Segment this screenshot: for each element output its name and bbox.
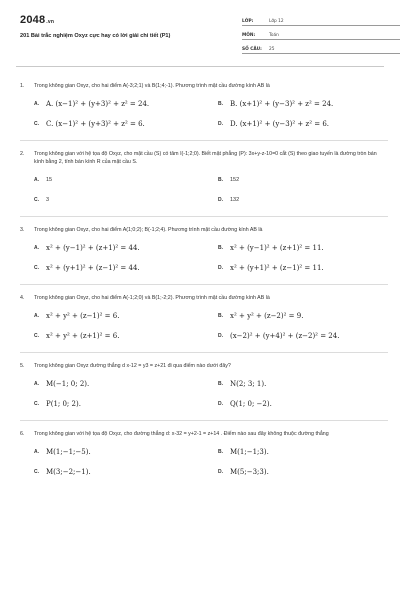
option-text: 15	[46, 177, 53, 183]
option-c[interactable]	[34, 258, 218, 278]
question-divider	[20, 216, 388, 217]
question-stem	[20, 226, 388, 234]
meta-label: LỚP:	[242, 19, 254, 24]
meta-label: SỐ CÂU:	[242, 47, 262, 52]
option-text: M(3;−2;−1).	[46, 468, 91, 476]
option-b[interactable]	[218, 306, 400, 326]
option-b[interactable]	[218, 170, 400, 190]
meta-row-count	[242, 42, 400, 54]
meta-value: 25	[269, 47, 275, 52]
option-letter: D.	[218, 265, 223, 271]
option-letter: B.	[218, 101, 223, 107]
meta-value: Lớp 12	[269, 19, 284, 24]
meta-row-subject	[242, 28, 400, 40]
site-logo[interactable]	[20, 14, 54, 26]
logo-suffix: .vn	[46, 19, 55, 25]
option-text: x² + y² + (z−1)² = 6.	[46, 312, 120, 320]
option-a[interactable]	[34, 374, 218, 394]
meta-label: MÔN:	[242, 33, 256, 38]
logo-text: 2048	[20, 14, 46, 26]
option-text: M(1;−1;3).	[230, 448, 269, 456]
option-letter: A.	[34, 245, 39, 251]
option-text: D. (x+1)² + (y−3)² + z² = 6.	[230, 120, 330, 128]
question-number: 3.	[20, 227, 25, 233]
option-letter: A.	[34, 449, 39, 455]
option-letter: D.	[218, 197, 223, 203]
option-d[interactable]	[218, 462, 400, 482]
answer-options	[34, 374, 388, 414]
question-divider	[20, 352, 388, 353]
option-text: x² + (y−1)² + (z+1)² = 44.	[46, 244, 140, 252]
answer-options	[34, 306, 388, 346]
meta-row-class	[242, 14, 400, 26]
option-text: B. (x+1)² + (y−3)² + z² = 24.	[230, 100, 334, 108]
option-letter: A.	[34, 381, 39, 387]
question-divider	[20, 284, 388, 285]
option-d[interactable]	[218, 190, 400, 210]
question-1	[20, 82, 388, 141]
question-stem	[20, 362, 388, 370]
question-number: 2.	[20, 151, 25, 157]
option-text: Q(1; 0; −2).	[230, 400, 272, 408]
option-text: 132	[230, 197, 240, 203]
option-text: P(1; 0; 2).	[46, 400, 81, 408]
option-a[interactable]	[34, 238, 218, 258]
option-letter: A.	[34, 101, 39, 107]
question-text: Trong không gian với hệ tọa độ Oxyz, cho đường thẳng d: x-32 = y+2-1 = z+14 . Điểm nào sau đây không thuộc đường thẳng	[34, 431, 329, 437]
question-4	[20, 294, 388, 353]
option-c[interactable]	[34, 394, 218, 414]
option-a[interactable]	[34, 442, 218, 462]
question-number: 4.	[20, 295, 25, 301]
option-text: x² + y² + (z+1)² = 6.	[46, 332, 120, 340]
question-stem	[20, 430, 388, 438]
option-a[interactable]	[34, 306, 218, 326]
option-letter: C.	[34, 265, 39, 271]
question-text: Trong không gian Oxyz, cho hai điểm A(-3;2;1) và B(1;4;-1). Phương trình mặt cầu đường kính AB là	[34, 83, 270, 89]
question-5	[20, 362, 388, 421]
option-letter: C.	[34, 333, 39, 339]
option-letter: B.	[218, 381, 223, 387]
option-text: N(2; 3; 1).	[230, 380, 267, 388]
option-d[interactable]	[218, 394, 400, 414]
question-number: 5.	[20, 363, 25, 369]
option-a[interactable]	[34, 94, 218, 114]
question-number: 6.	[20, 431, 25, 437]
option-text: A. (x−1)² + (y+3)² + z² = 24.	[46, 100, 150, 108]
option-text: (x−2)² + (y+4)² + (z−2)² = 24.	[230, 332, 340, 340]
document-header	[16, 0, 384, 64]
option-text: x² + (y−1)² + (z+1)² = 11.	[230, 244, 324, 252]
question-stem	[20, 150, 388, 166]
option-text: x² + (y+1)² + (z−1)² = 11.	[230, 264, 324, 272]
option-letter: C.	[34, 197, 39, 203]
answer-options	[34, 170, 388, 210]
option-text: 3	[46, 197, 50, 203]
option-letter: B.	[218, 177, 223, 183]
option-letter: D.	[218, 333, 223, 339]
question-divider	[20, 420, 388, 421]
option-letter: D.	[218, 469, 223, 475]
option-c[interactable]	[34, 114, 218, 134]
question-2	[20, 150, 388, 217]
document-meta	[242, 14, 400, 56]
answer-options	[34, 238, 388, 278]
option-c[interactable]	[34, 326, 218, 346]
question-3	[20, 226, 388, 285]
question-divider	[20, 140, 388, 141]
option-letter: A.	[34, 177, 39, 183]
option-letter: B.	[218, 313, 223, 319]
option-a[interactable]	[34, 170, 218, 190]
question-text: Trong không gian với hệ tọa độ Oxyz, cho mặt cầu (S) có tâm I(-1;2;0). Biết mặt phẳng (P): 3x+y-z-10=0 cắt (S) theo giao tuyến là đường tròn bán kính bằng 2, tính bán kính R của mặt cầu S.	[34, 151, 377, 165]
option-letter: C.	[34, 469, 39, 475]
option-letter: C.	[34, 401, 39, 407]
header-divider	[16, 66, 384, 67]
option-letter: B.	[218, 449, 223, 455]
option-text: M(5;−3;3).	[230, 468, 269, 476]
question-number: 1.	[20, 83, 25, 89]
option-text: C. (x−1)² + (y+3)² + z² = 6.	[46, 120, 145, 128]
meta-value: Toán	[269, 33, 279, 38]
option-b[interactable]	[218, 374, 400, 394]
option-text: x² + y² + (z−2)² = 9.	[230, 312, 304, 320]
option-c[interactable]	[34, 190, 218, 210]
option-letter: D.	[218, 401, 223, 407]
question-6	[20, 430, 388, 482]
question-text: Trong không gian Oxyz đường thẳng d x-12 = y3 = z+21 đi qua điểm nào dưới đây?	[34, 363, 231, 369]
option-letter: B.	[218, 245, 223, 251]
document-title: 201 Bài trắc nghiệm Oxyz cực hay có lời giải chi tiết (P1)	[20, 33, 171, 39]
question-text: Trong không gian Oxyz, cho hai điểm A(-1;2;0) và B(1;-2;2). Phương trình mặt cầu đường kính AB là	[34, 295, 270, 301]
option-letter: C.	[34, 121, 39, 127]
option-letter: D.	[218, 121, 223, 127]
option-text: 152	[230, 177, 240, 183]
option-d[interactable]	[218, 326, 400, 346]
option-letter: A.	[34, 313, 39, 319]
question-stem	[20, 294, 388, 302]
option-text: x² + (y+1)² + (z−1)² = 44.	[46, 264, 140, 272]
option-text: M(1;−1;−5).	[46, 448, 91, 456]
option-d[interactable]	[218, 258, 400, 278]
option-c[interactable]	[34, 462, 218, 482]
question-text: Trong không gian Oxyz, cho hai điểm A(1;0;2); B(-1;2;4). Phương trình mặt cầu đường kính AB là	[34, 227, 263, 233]
option-text: M(−1; 0; 2).	[46, 380, 90, 388]
option-d[interactable]	[218, 114, 400, 134]
answer-options	[34, 94, 388, 134]
question-stem	[20, 82, 388, 90]
option-b[interactable]	[218, 94, 400, 114]
option-b[interactable]	[218, 238, 400, 258]
question-list	[20, 82, 388, 491]
answer-options	[34, 442, 388, 482]
option-b[interactable]	[218, 442, 400, 462]
